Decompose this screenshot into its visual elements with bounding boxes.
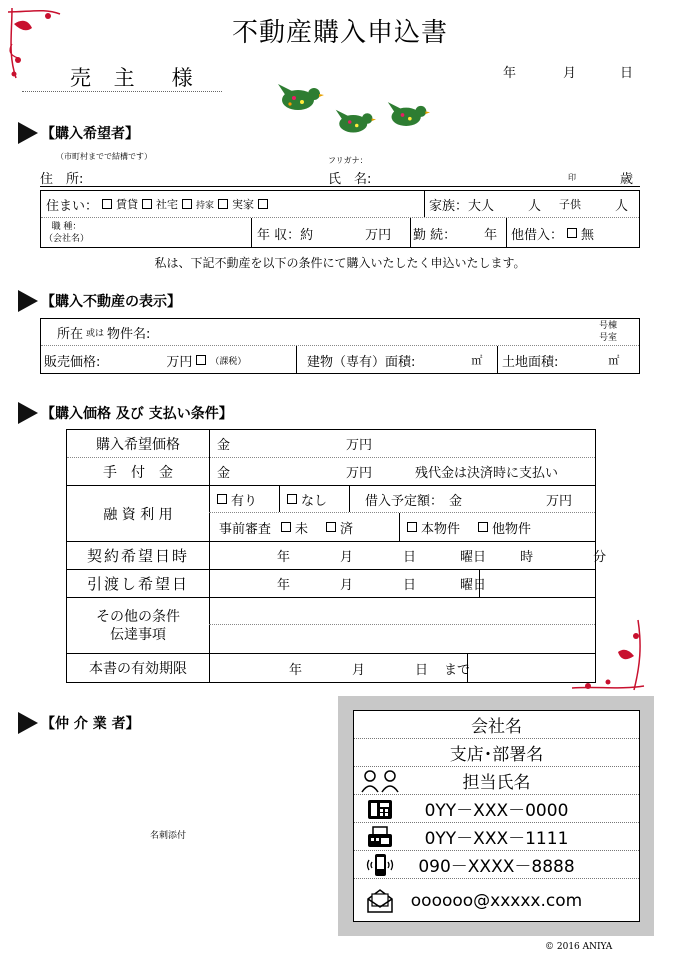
contract-date-label: 契約希望日時 <box>86 547 189 565</box>
dove-icon <box>334 106 376 138</box>
payment-table <box>66 429 607 683</box>
dove-icon <box>276 80 324 116</box>
fax-row <box>354 823 639 851</box>
section-arrow-icon <box>18 712 38 734</box>
phone-icon <box>360 795 400 823</box>
purchase-price-label: 購入希望価格 <box>96 436 180 453</box>
date-month: 月 <box>563 66 577 81</box>
loan-label: 融 資 利 用 <box>103 506 173 523</box>
housing-checkbox-own[interactable] <box>182 199 192 209</box>
other-loan-checkbox[interactable] <box>567 228 577 238</box>
date-year: 年 <box>503 66 517 81</box>
loan-no-option[interactable]: なし <box>283 486 327 512</box>
business-card <box>353 710 640 922</box>
mobile-number: 090－XXXX－8888 <box>418 857 575 877</box>
broker-heading: 【仲 介 業 者】 <box>18 712 140 734</box>
balance-note: 残代金は決済時に支払い <box>415 466 559 481</box>
mobile-phone-icon <box>360 851 400 879</box>
prereview-not-checkbox[interactable] <box>281 522 291 532</box>
land-area-field[interactable]: 土地面積: ㎡ <box>502 354 620 370</box>
loan-amount-field[interactable]: 借入予定額： 金 万円 <box>365 493 573 509</box>
housing-row: 住まい： 賃貸 社宅 持家 実家 <box>46 191 272 217</box>
property-box <box>40 318 640 374</box>
this-property-checkbox[interactable] <box>407 522 417 532</box>
sale-price-field[interactable]: 販売価格: 万円 （課税） <box>44 354 247 370</box>
job-field[interactable]: 職 種： （会社名） <box>44 222 90 244</box>
housing-checkbox-rent[interactable] <box>102 199 112 209</box>
section-arrow-icon <box>18 290 38 312</box>
building-room-label: 号棟 号室 <box>599 321 618 343</box>
housing-checkbox-family[interactable] <box>218 199 228 209</box>
address-label: 住 所: <box>40 172 84 187</box>
handover-date-field[interactable]: 年 月 日 曜日 <box>277 578 487 593</box>
deposit-label: 手 付 金 <box>103 464 173 481</box>
company-name: 会社名 <box>354 711 639 739</box>
seller-name: 売 主 様 <box>22 62 222 92</box>
family-field[interactable]: 家族：大人 人 子供 人 <box>429 198 629 214</box>
property-location-field[interactable]: 所在 或は 物件名: <box>57 326 151 342</box>
age-label: 歳 <box>620 172 634 187</box>
deposit-field[interactable]: 金 万円 <box>217 466 373 481</box>
branch-name: 支店･部署名 <box>354 739 639 767</box>
housing-checkbox-company[interactable] <box>142 199 152 209</box>
dove-icon <box>386 98 430 132</box>
application-statement: 私は、下記不動産を以下の条件にて購入いたしたく申込いたします。 <box>154 256 526 270</box>
page-title: 不動産購入申込書 <box>231 18 448 48</box>
other-conditions-line-2[interactable] <box>209 625 595 653</box>
buyer-heading: 【購入希望者】 <box>18 122 139 144</box>
contract-date-field[interactable]: 年 月 日 曜日 時 分 <box>277 550 607 565</box>
copyright: © 2016 ANIYA <box>545 942 613 952</box>
mail-icon <box>360 879 400 922</box>
email-row <box>354 879 639 922</box>
staff-icon <box>360 767 400 795</box>
tax-checkbox[interactable] <box>196 355 206 365</box>
validity-label: 本書の有効期限 <box>89 661 187 677</box>
fax-icon <box>360 823 400 851</box>
property-heading: 【購入不動産の表示】 <box>18 290 181 312</box>
loan-yes-option[interactable]: 有り <box>213 486 257 512</box>
purchase-price-field[interactable]: 金 万円 <box>217 438 373 453</box>
prereview-field[interactable]: 事前審査 未 済 <box>219 521 354 537</box>
other-property-checkbox[interactable] <box>478 522 488 532</box>
mobile-row <box>354 851 639 879</box>
loan-yes-checkbox[interactable] <box>217 494 227 504</box>
handover-date-label: 引渡し希望日 <box>86 575 189 593</box>
other-loan-field[interactable]: 他借入： 無 <box>511 227 595 243</box>
tenure-field[interactable]: 勤 続： 年 <box>413 227 498 243</box>
person-row: 担当氏名 <box>354 767 639 795</box>
email-address: oooooo@xxxxx.com <box>410 890 583 911</box>
fax-number: 0YY－XXX－1111 <box>424 829 569 849</box>
date-day: 日 <box>620 66 634 81</box>
address-note: （市町村までで結構です） <box>56 152 152 161</box>
phone-row <box>354 795 639 823</box>
payment-heading: 【購入価格 及び 支払い条件】 <box>18 402 233 424</box>
loan-no-checkbox[interactable] <box>287 494 297 504</box>
section-arrow-icon <box>18 402 38 424</box>
validity-date-field[interactable]: 年 月 日 まで <box>289 662 471 678</box>
furigana-label: フリガナ： <box>328 156 368 165</box>
section-arrow-icon <box>18 122 38 144</box>
prereview-done-checkbox[interactable] <box>326 522 336 532</box>
seal-mark: 印 <box>568 173 576 182</box>
prereview-target-field[interactable]: 本物件 他物件 <box>403 513 531 541</box>
business-card-note: 名刺添付 <box>150 831 187 841</box>
business-card-area <box>338 696 654 936</box>
other-conditions-line-1[interactable] <box>209 598 595 625</box>
building-area-field[interactable]: 建物（専有）面積: ㎡ <box>307 354 483 370</box>
name-label: 氏 名: <box>328 172 372 187</box>
phone-number: 0YY－XXX－0000 <box>424 801 569 821</box>
income-field[interactable]: 年 収：約 万円 <box>257 227 392 243</box>
other-conditions-label: その他の条件 伝達事項 <box>96 608 180 643</box>
housing-checkbox-other[interactable] <box>258 199 268 209</box>
date-line <box>0 62 680 82</box>
buyer-info-box <box>40 190 640 248</box>
address-underline <box>40 186 640 187</box>
